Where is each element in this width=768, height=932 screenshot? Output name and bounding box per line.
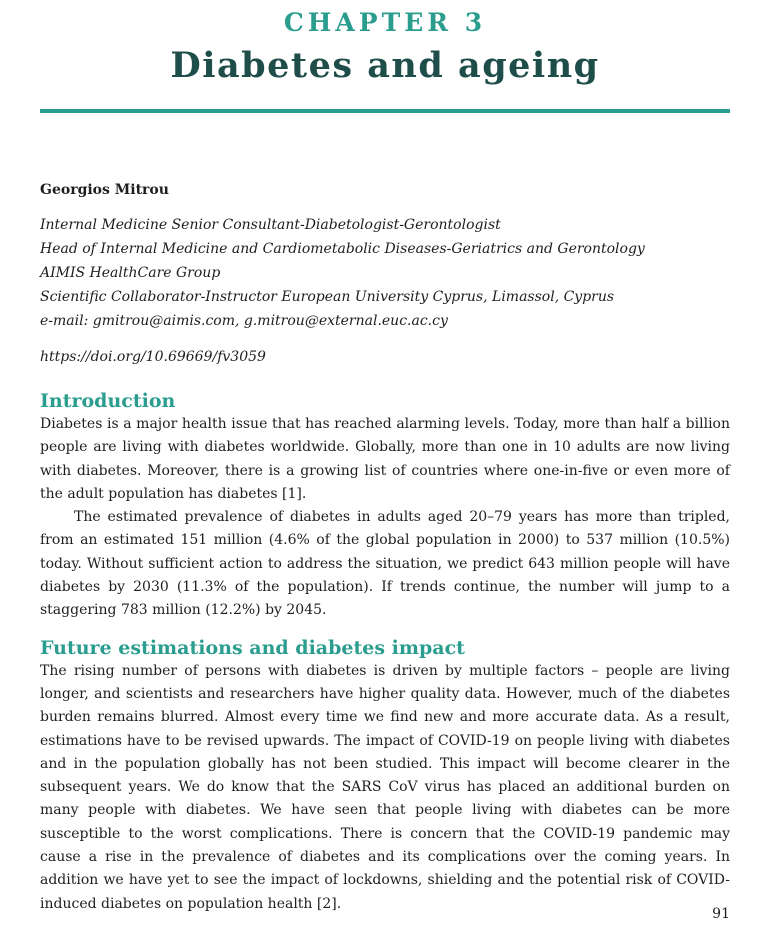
affiliation-line: Internal Medicine Senior Consultant-Diabetologist-Gerontologist xyxy=(40,217,501,233)
page xyxy=(40,0,730,916)
affiliation-line: Head of Internal Medicine and Cardiometabolic Diseases-Geriatrics and Gerontology xyxy=(40,241,645,257)
chapter-title: Diabetes and ageing xyxy=(170,45,600,86)
section-heading-introduction: Introduction xyxy=(40,390,176,412)
doi-link[interactable]: https://doi.org/10.69669/fv3059 xyxy=(40,349,266,365)
paragraph: Diabetes is a major health issue that has reached alarming levels. Today, more than half a billion people are living with diabetes worldwide. Globally, more than one in 10 adults are now living with diabetes. Moreover, there is a growing list of countries where one-in-five or even more of the adult population has diabetes [1]. xyxy=(40,416,730,502)
affiliation-line: Scientific Collaborator-Instructor European University Cyprus, Limassol, Cyprus xyxy=(40,289,615,305)
author-name: Georgios Mitrou xyxy=(40,182,169,198)
paragraph: The estimated prevalence of diabetes in adults aged 20–79 years has more than tripled, from an estimated 151 million (4.6% of the global population in 2000) to 537 million (10.5%) today. Without sufficient action to address the situation, we predict 643 million people will have diabetes by 2030 (11.3% of the population). If trends continue, the number will jump to a staggering 783 million (12.2%) by 2045. xyxy=(40,509,730,619)
page-number: 91 xyxy=(712,906,730,922)
author-email: e-mail: gmitrou@aimis.com, g.mitrou@external.euc.ac.cy xyxy=(40,313,448,329)
paragraph: The rising number of persons with diabetes is driven by multiple factors – people are living longer, and scientists and researchers have higher quality data. However, much of the diabetes burden remains blurred. Almost every time we find new and more accurate data. As a result, estimations have to be revised upwards. The impact of COVID-19 on people living with diabetes and in the population globally has not been studied. This impact will become clearer in the subsequent years. We do know that the SARS CoV virus has placed an additional burden on many people with diabetes. We have seen that people living with diabetes can be more susceptible to the worst complications. There is concern that the COVID-19 pandemic may cause a rise in the prevalence of diabetes and its complications over the coming years. In addition we have yet to see the impact of lockdowns, shielding and the potential risk of COVID-induced diabetes on population health [2]. xyxy=(40,662,730,912)
affiliation-line: AIMIS HealthCare Group xyxy=(40,265,221,281)
title-divider xyxy=(40,109,730,113)
section-heading-future-estimations: Future estimations and diabetes impact xyxy=(40,636,465,659)
chapter-label: CHAPTER 3 xyxy=(283,8,487,37)
author-affiliations xyxy=(40,213,730,333)
